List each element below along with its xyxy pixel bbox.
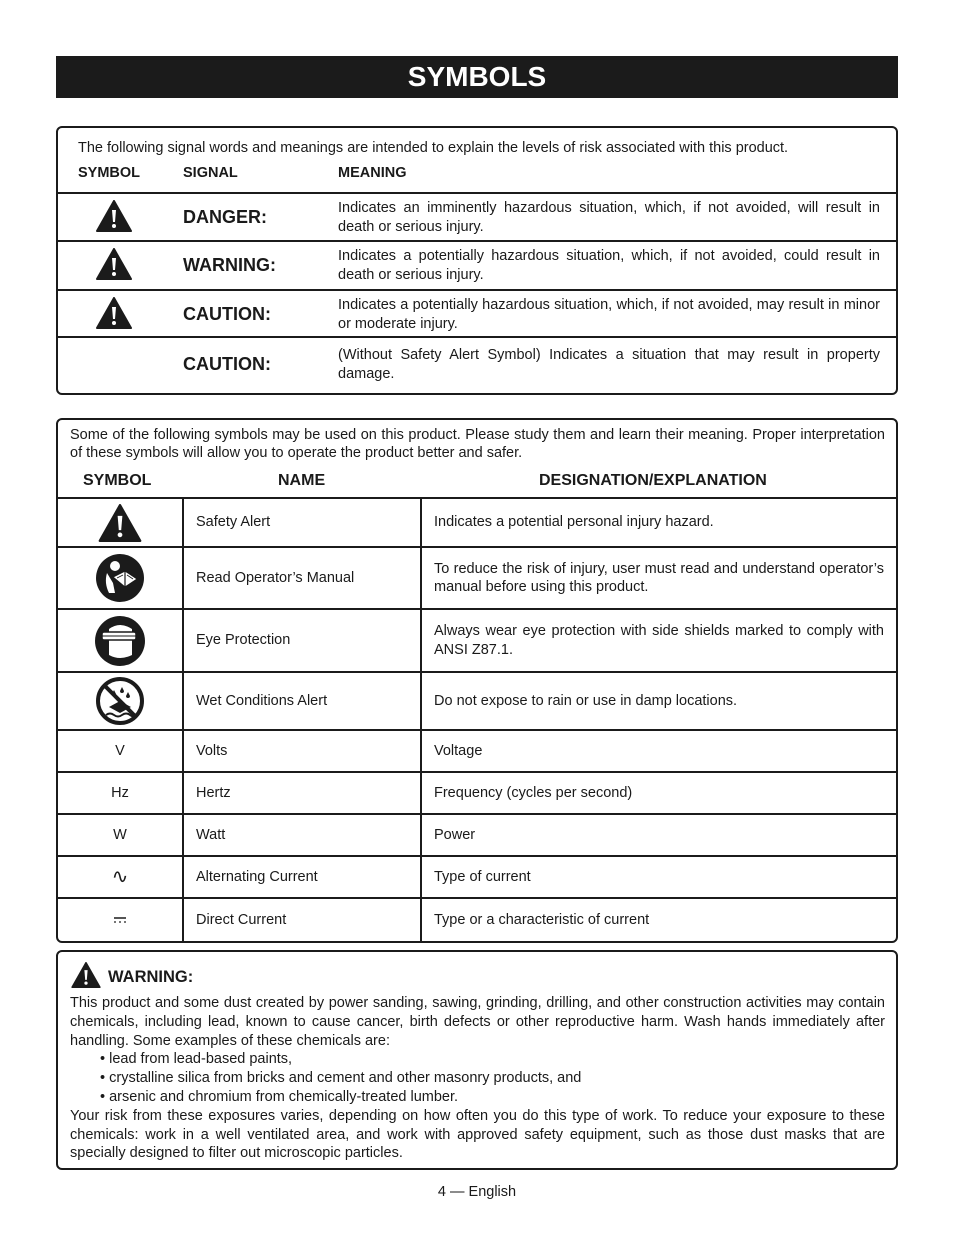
signal-caution-property: CAUTION:	[183, 354, 271, 374]
symbol-desc: Type of current	[434, 868, 531, 885]
symbol-desc: Do not expose to rain or use in damp locations.	[434, 692, 738, 709]
chemical-list	[70, 1050, 885, 1106]
signal-words-table	[56, 126, 898, 395]
read-manual-icon	[95, 553, 145, 603]
symbol-desc: Indicates a potential personal injury hazard.	[434, 514, 714, 531]
warning-title: WARNING:	[108, 968, 194, 986]
symbol-name: Read Operator’s Manual	[196, 569, 355, 586]
alternating-current-icon: ∿	[111, 865, 129, 888]
list-item: • lead from lead-based paints,	[100, 1050, 885, 1069]
header-signal: SIGNAL	[183, 165, 238, 181]
header-designation: DESIGNATION/EXPLANATION	[539, 472, 767, 489]
symbol-desc: Always wear eye protection with side shields marked to comply with ANSI Z87.1.	[434, 623, 884, 658]
signal-danger: DANGER:	[183, 207, 267, 227]
signal-caution-property-meaning: (Without Safety Alert Symbol) Indicates a situation that may result in property damage.	[338, 347, 880, 382]
warning-text	[70, 994, 885, 1163]
header-symbol: SYMBOL	[83, 472, 152, 489]
symbol-cell	[58, 499, 182, 546]
symbol-name: Alternating Current	[196, 868, 318, 885]
caution-alert-icon	[96, 297, 132, 329]
symbol-table-intro: Some of the following symbols may be used on this product. Please study them and learn their meaning. Proper interpretation of these symbols will allow you to operate the product better and safer.	[70, 427, 885, 461]
direct-current-icon	[113, 916, 127, 924]
signal-table-intro: The following signal words and meanings are intended to explain the levels of risk associated with this product.	[78, 140, 789, 156]
warning-alert-icon	[96, 248, 132, 280]
symbol-name: Wet Conditions Alert	[196, 692, 328, 709]
signal-danger-meaning: Indicates an imminently hazardous situation, which, if not avoided, will result in death or serious injury.	[338, 200, 880, 235]
symbol-desc: Power	[434, 826, 476, 843]
header-symbol: SYMBOL	[78, 165, 141, 181]
hertz-symbol: Hz	[111, 784, 129, 801]
symbol-cell	[58, 548, 182, 608]
symbol-name: Watt	[196, 826, 226, 843]
signal-warning-meaning: Indicates a potentially hazardous situation, which, if not avoided, could result in death or serious injury.	[338, 248, 880, 283]
symbol-name: Eye Protection	[196, 632, 291, 649]
symbol-cell	[58, 673, 182, 729]
page-title: SYMBOLS	[56, 56, 898, 98]
symbol-desc: Type or a characteristic of current	[434, 911, 650, 928]
warning-alert-icon	[70, 962, 102, 988]
symbol-name: Hertz	[196, 784, 231, 801]
symbol-cell	[58, 610, 182, 671]
signal-caution: CAUTION:	[183, 304, 271, 324]
signal-warning: WARNING:	[183, 255, 276, 275]
symbol-desc: Frequency (cycles per second)	[434, 784, 633, 801]
warning-paragraph: This product and some dust created by power sanding, sawing, grinding, drilling, and other construction activities may contain chemicals, including lead, known to cause cancer, birth defects or other reproductive harm. Wash hands immediately after handling. Some examples of these chemicals are:	[70, 995, 885, 1049]
header-name: NAME	[278, 472, 326, 489]
symbol-name: Volts	[196, 742, 228, 759]
symbol-name: Direct Current	[196, 911, 287, 928]
eye-protection-icon	[94, 615, 146, 667]
warning-paragraph: Your risk from these exposures varies, depending on how often you do this type of work. To reduce your exposure to these chemicals: work in a well ventilated area, and work with approved safety equipment, such as those dust masks that are specially designed to filter out microscopic particles.	[70, 1107, 885, 1162]
warning-box	[56, 950, 898, 1170]
list-item: • arsenic and chromium from chemically-treated lumber.	[100, 1088, 885, 1107]
page-footer: 4 — English	[437, 1184, 517, 1200]
safety-alert-icon	[98, 504, 142, 542]
symbols-table	[56, 418, 898, 943]
symbol-name: Safety Alert	[196, 514, 271, 531]
watt-symbol: W	[113, 826, 127, 843]
symbol-desc: Voltage	[434, 742, 483, 759]
wet-conditions-icon	[96, 677, 144, 725]
signal-caution-meaning: Indicates a potentially hazardous situation, which, if not avoided, may result in minor or moderate injury.	[338, 297, 880, 332]
list-item: • crystalline silica from bricks and cement and other masonry products, and	[100, 1069, 885, 1088]
symbol-desc: To reduce the risk of injury, user must read and understand operator’s manual before using this product.	[434, 560, 884, 595]
symbol-cell	[58, 899, 182, 941]
danger-alert-icon	[96, 200, 132, 232]
volts-symbol: V	[115, 742, 125, 759]
header-meaning: MEANING	[338, 165, 407, 181]
